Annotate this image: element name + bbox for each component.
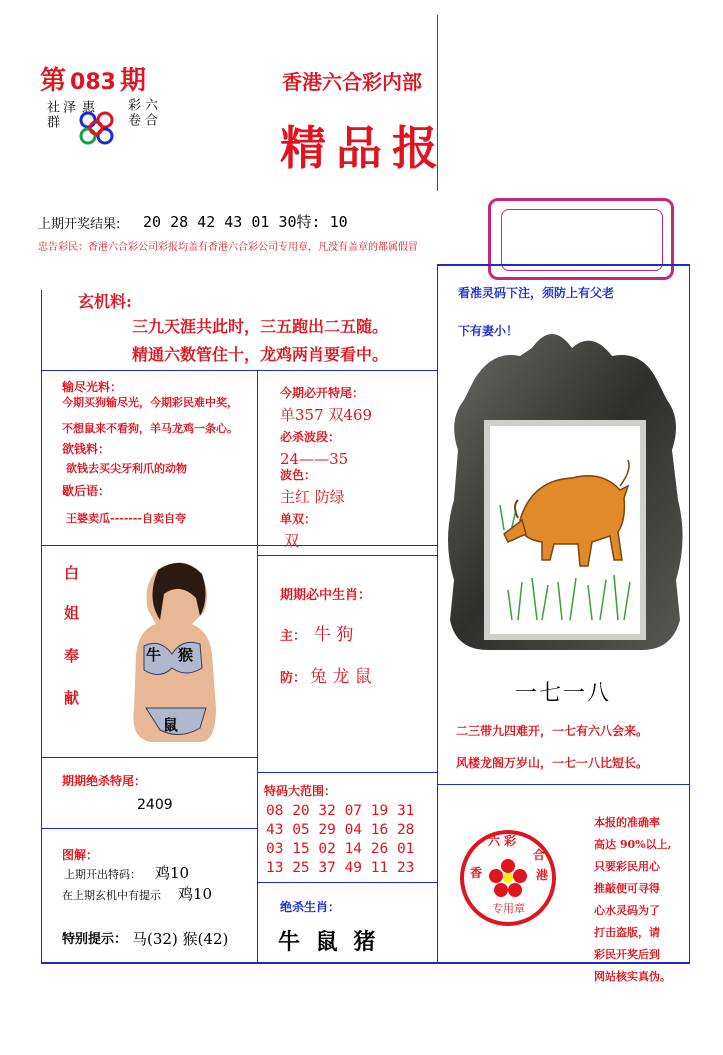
baijie-overlay-2: 猴: [178, 646, 194, 664]
accuracy-line: 只要彩民用心: [594, 860, 660, 873]
baijie-char-2: 姐: [64, 604, 80, 622]
tujie-label: 图解：: [62, 848, 99, 862]
zhongsheng-fang-label: 防：: [280, 671, 307, 686]
right-text-1: 看准灵码下注，须防上有父老: [458, 286, 615, 300]
baijie-char-4: 献: [64, 689, 80, 707]
shuxiang-text-3: 欲钱去买尖牙利爪的动物: [66, 462, 187, 475]
right-caption: 一七一八: [515, 681, 612, 706]
jueshawei-label: 期期绝杀特尾：: [62, 774, 147, 788]
frame-bottom: [41, 962, 690, 964]
tujie-line-2-label: 在上期玄机中有提示: [62, 889, 161, 902]
tujie-line-1-value: 鸡10: [155, 864, 190, 882]
seal-left-text: 香: [470, 866, 483, 880]
page-subtitle: 香港六合彩内部: [282, 70, 422, 94]
teshu-value-3: 主红 防绿: [280, 488, 345, 506]
page-title: 精品报: [280, 121, 448, 175]
accuracy-line: 高达 90%以上,: [594, 838, 672, 851]
teshu-label-3: 波色：: [280, 468, 317, 482]
frame-top-right: [437, 264, 690, 266]
zhongsheng-main-value: 牛 狗: [314, 625, 354, 645]
issue-number: 第 083 期: [40, 66, 146, 96]
xuanji-label: 玄机料:: [78, 292, 132, 311]
seal-top-text: 六 彩: [488, 834, 517, 848]
divider-fanwei: [257, 882, 437, 883]
frame-left: [41, 290, 42, 962]
accuracy-line: 网站核实真伪。: [594, 970, 671, 983]
shuxiang-text-1: 今期买狗输尽光，今期彩民难中奖，: [62, 396, 238, 409]
shuxiang-text-2: 不想鼠来不看狗，羊马龙鸡一条心。: [62, 422, 238, 435]
warning-text: 忠告彩民：香港六合彩公司彩报均盖有香港六合彩公司专用章，凡没有盖章的都属假冒: [38, 242, 418, 253]
teshu-value-2: 24——35: [280, 450, 349, 468]
accuracy-line: 心水灵码为了: [594, 904, 660, 917]
middle-column-line: [257, 370, 258, 962]
fanwei-row-3: 03 15 02 14 26 01: [266, 841, 415, 857]
accuracy-block: [594, 812, 688, 988]
divider-teshu: [257, 555, 437, 556]
left-vertical-2: 社群: [44, 100, 59, 130]
divider-xuanji: [41, 370, 437, 371]
teshu-label-4: 单双：: [280, 512, 317, 526]
fanwei-row-4: 13 25 37 49 11 23: [266, 860, 415, 876]
frame-right: [689, 264, 690, 962]
ornate-frame-image: [442, 320, 688, 656]
tebie-label: 特别提示：: [62, 932, 128, 947]
last-draw-numbers: 20 28 42 43 01 30特: 10: [143, 213, 348, 231]
right-vertical-2: 彩卷: [125, 98, 140, 128]
shuxiang-label-3: 歇后语：: [62, 484, 111, 498]
shuxiang-label-2: 欲钱料：: [62, 442, 111, 456]
header-divider: [437, 15, 438, 191]
fanwei-row-2: 43 05 29 04 16 28: [266, 822, 415, 838]
zhongsheng-main-label: 主：: [280, 629, 307, 644]
right-vertical-1: 六合: [142, 98, 157, 128]
seal-right-text: 合: [533, 848, 546, 862]
lottery-logo-icon: [78, 110, 116, 146]
zhongsheng-fang-value: 兔 龙 鼠: [310, 667, 372, 687]
right-text-2: 下有妻小！: [458, 324, 519, 338]
divider-zhongsheng: [257, 772, 437, 773]
tebie-value: 马(32) 猴(42): [132, 930, 229, 948]
zhongsheng-label: 期期必中生肖：: [280, 588, 372, 603]
shuxiang-text-4: 王婆卖瓜-------自卖自夸: [66, 512, 186, 525]
fanwei-label: 特码大范围：: [264, 784, 337, 798]
tujie-line-2-value: 鸡10: [178, 885, 213, 903]
stamp-box: [488, 198, 674, 280]
shuxiang-label-1: 输尽光料：: [62, 380, 123, 394]
right-panel-left-border: [437, 264, 438, 784]
baijie-char-1: 白: [64, 564, 80, 582]
teshu-value-1: 单357 双469: [280, 406, 373, 424]
teshu-label-2: 必杀波段：: [280, 430, 341, 444]
jueshawei-value: 2409: [137, 797, 173, 813]
juesha-label: 绝杀生肖：: [280, 900, 341, 914]
teshu-value-4: 双: [284, 532, 300, 550]
xuanji-line-2: 精通六数管住十，龙鸡两肖要看中。: [132, 345, 389, 364]
fanwei-row-1: 08 20 32 07 19 31: [266, 803, 415, 819]
last-draw-label: 上期开奖结果:: [38, 217, 121, 232]
right-poem-2: 风楼龙阁万岁山，一七一八比短长。: [456, 756, 649, 770]
baijie-overlay-1: 牛: [146, 646, 162, 664]
accuracy-line: 推敲便可寻得: [594, 882, 660, 895]
baijie-overlay-3: 鼠: [163, 716, 179, 734]
divider-jueshawei: [41, 828, 257, 829]
accuracy-line: 本报的准确率: [594, 816, 660, 829]
xuanji-line-1: 三九天涯共此时，三五跑出二五随。: [132, 317, 389, 336]
right-poem-1: 二三带九四难开，一七有六八会来。: [456, 724, 649, 738]
tujie-line-1-label: 上期开出特码：: [64, 868, 141, 881]
accuracy-line: 打击盗版，请: [594, 926, 660, 939]
seal-left-border: [437, 784, 438, 962]
divider-shuxiang: [41, 545, 437, 546]
baijie-char-3: 奉: [64, 647, 80, 665]
seal-bottom-text: 专用章: [492, 902, 525, 915]
accuracy-line: 彩民开奖后到: [594, 948, 660, 961]
left-vertical-1: 惠泽: [60, 100, 94, 115]
seal-right-text-2: 港: [536, 868, 549, 882]
teshu-label-1: 今期必开特尾：: [280, 386, 365, 400]
juesha-value: 牛 鼠 猪: [278, 929, 380, 955]
divider-right-poem: [437, 784, 690, 785]
divider-baijie: [41, 757, 257, 758]
